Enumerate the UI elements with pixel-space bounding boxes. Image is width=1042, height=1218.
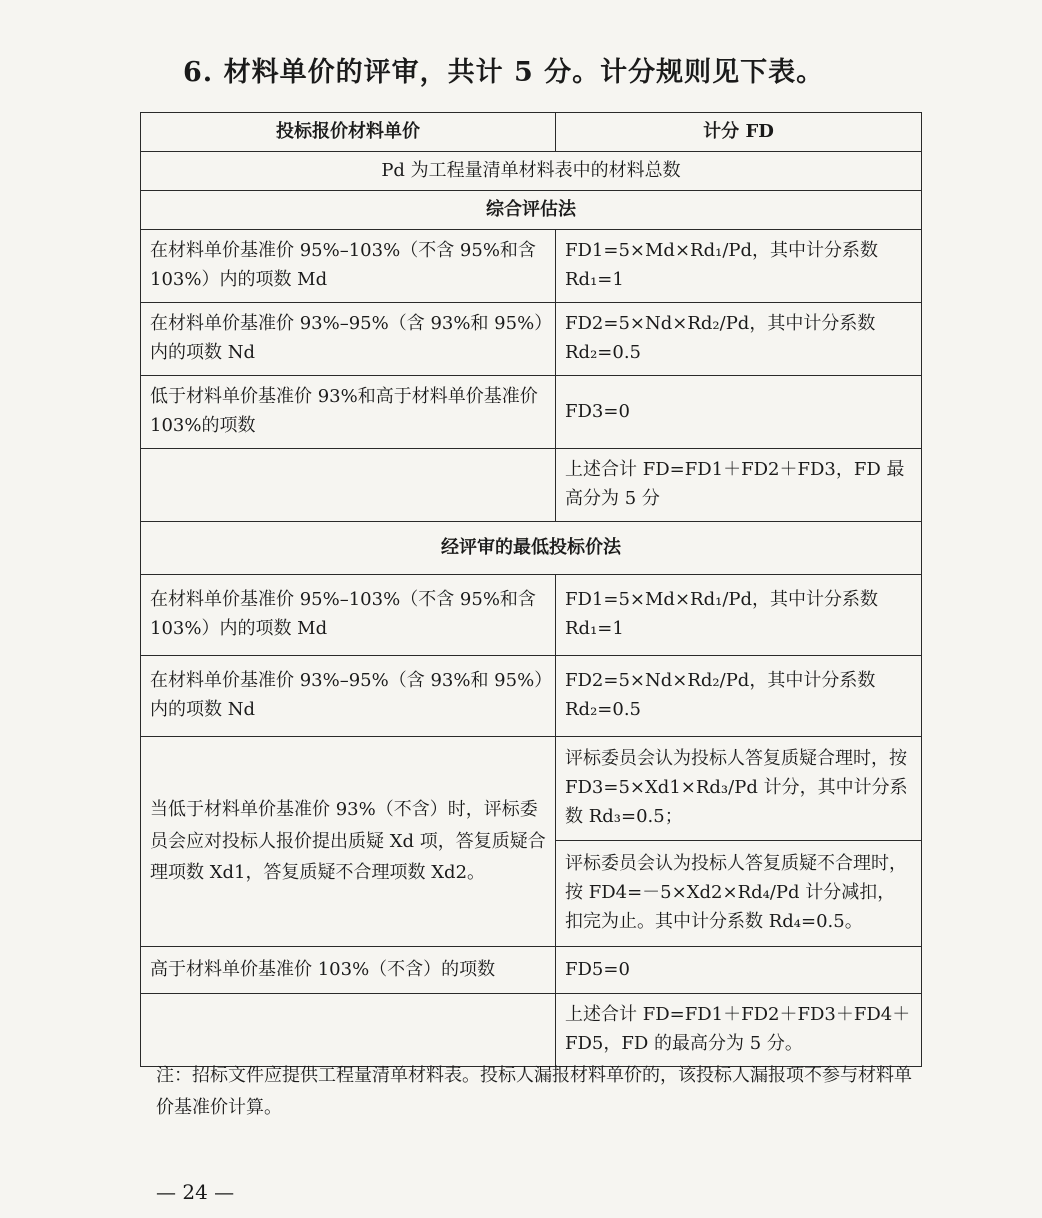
footnote: 注：招标文件应提供工程量清单材料表。投标人漏报材料单价的，该投标人漏报项不参与材料单价基准价计算。 [156,1065,912,1118]
empty-cell [141,449,556,522]
score-cell: FD2=5×Nd×Rd₂/Pd，其中计分系数 Rd₂=0.5 [556,303,922,376]
query-reasonable-cell: 评标委员会认为投标人答复质疑合理时，按 FD3=5×Xd1×Rd₃/Pd 计分，其中计分系数 Rd₃=0.5； [556,737,922,841]
condition-cell: 在材料单价基准价 95%–103%（不含 95%和含 103%）内的项数 Md [141,230,556,303]
score-cell: FD1=5×Md×Rd₁/Pd，其中计分系数 Rd₁=1 [556,230,922,303]
total-cell: 上述合计 FD=FD1＋FD2＋FD3，FD 最高分为 5 分 [556,449,922,522]
section-title-lowest-price: 经评审的最低投标价法 [141,522,922,575]
column-header-material-price: 投标报价材料单价 [141,113,556,152]
section-title-comprehensive: 综合评估法 [141,191,922,230]
score-cell: FD2=5×Nd×Rd₂/Pd，其中计分系数 Rd₂=0.5 [556,656,922,737]
condition-cell: 在材料单价基准价 93%–95%（含 93%和 95%）内的项数 Nd [141,303,556,376]
section-heading: 6. 材料单价的评审，共计 5 分。计分规则见下表。 [183,57,825,88]
column-header-score-fd: 计分 FD [556,113,922,152]
scoring-table [140,112,922,1067]
condition-cell: 在材料单价基准价 93%–95%（含 93%和 95%）内的项数 Nd [141,656,556,737]
query-unreasonable-cell: 评标委员会认为投标人答复质疑不合理时，按 FD4=－5×Xd2×Rd₄/Pd 计分减扣，扣完为止。其中计分系数 Rd₄=0.5。 [556,841,922,947]
score-cell: FD5=0 [556,947,922,994]
query-condition-cell: 当低于材料单价基准价 93%（不含）时，评标委员会应对投标人报价提出质疑 Xd 项，答复质疑合理项数 Xd1，答复质疑不合理项数 Xd2。 [141,737,556,947]
pd-definition-row: Pd 为工程量清单材料表中的材料总数 [141,152,922,191]
score-cell: FD3=0 [556,376,922,449]
total-cell: 上述合计 FD=FD1＋FD2＋FD3＋FD4＋FD5，FD 的最高分为 5 分。 [556,994,922,1067]
page-number: — 24 — [156,1180,235,1204]
score-cell: FD1=5×Md×Rd₁/Pd，其中计分系数 Rd₁=1 [556,575,922,656]
condition-cell: 在材料单价基准价 95%–103%（不含 95%和含 103%）内的项数 Md [141,575,556,656]
condition-cell: 低于材料单价基准价 93%和高于材料单价基准价 103%的项数 [141,376,556,449]
condition-cell: 高于材料单价基准价 103%（不含）的项数 [141,947,556,994]
empty-cell [141,994,556,1067]
